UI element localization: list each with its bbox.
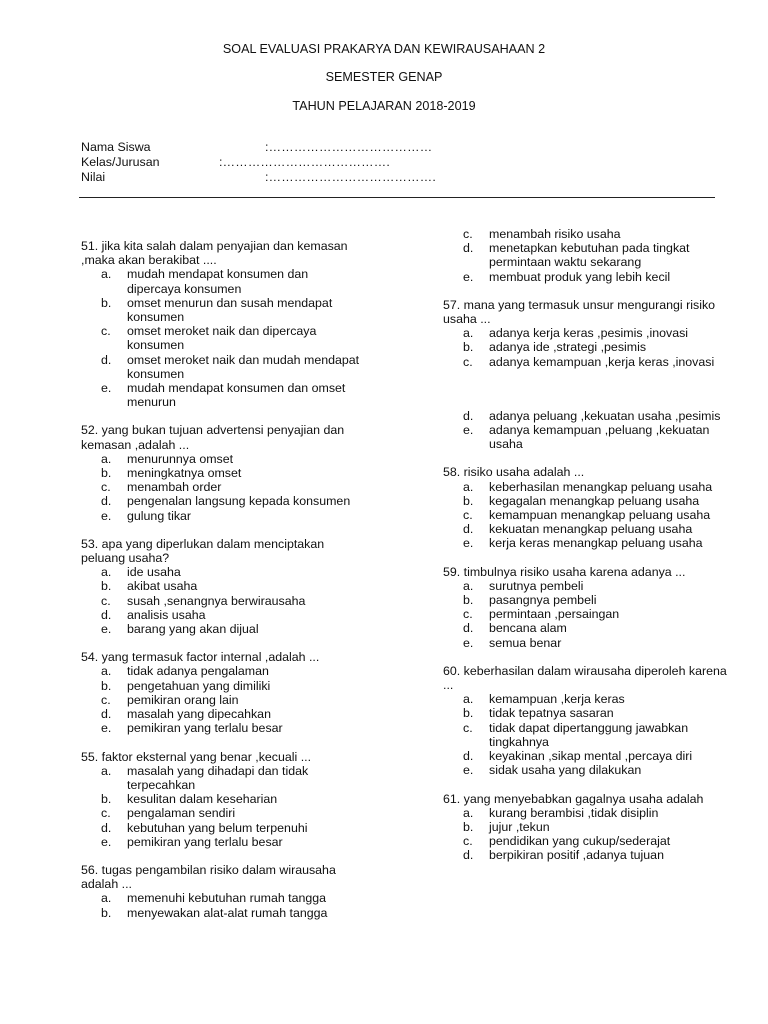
left-column [81,239,363,934]
option: e. mudah mendapat konsumen dan omset menurun [101,381,346,410]
option: d. masalah yang dipecahkan [101,707,271,722]
question-stem: 60. keberhasilan dalam wirausaha diperoleh karena ... [443,663,727,693]
question-stem: 58. risiko usaha adalah ... [443,465,585,480]
option: d. kebutuhan yang belum terpenuhi [101,820,308,835]
option: d. menetapkan kebutuhan pada tingkat permintaan waktu sekarang [463,241,690,270]
option: b. menyewakan alat-alat rumah tangga [101,905,328,920]
option: c. pengalaman sendiri [101,806,236,821]
header-divider [79,197,715,198]
option: e. sidak usaha yang dilakukan [463,763,642,778]
question-61 [443,792,728,863]
title-line-3: TAHUN PELAJARAN 2018-2019 [292,99,476,113]
option: c. adanya kemampuan ,kerja keras ,inovasi [463,354,715,369]
question-57 [443,298,728,369]
option: c. menambah risiko usaha [463,227,621,241]
option: e. kerja keras menangkap peluang usaha [463,536,703,551]
option: a. mudah mendapat konsumen dan dipercaya konsumen [101,267,309,296]
question-stem: 52. yang bukan tujuan advertensi penyajian dan kemasan ,adalah ... [81,423,345,452]
option: b. jujur ,tekun [463,819,550,834]
class-label: Kelas/Jurusan [81,155,160,169]
option: a. keberhasilan menangkap peluang usaha [463,479,713,494]
option: a. ide usaha [101,565,181,580]
question-53 [81,537,363,636]
option: c. kemampuan menangkap peluang usaha [463,508,711,523]
option: d. analisis usaha [101,607,206,622]
title-line-1: SOAL EVALUASI PRAKARYA DAN KEWIRAUSAHAAN 2 [222,42,546,56]
option: e. barang yang akan dijual [101,622,259,637]
question-57-continued [443,409,728,452]
option: b. pasangnya pembeli [463,593,597,608]
option: c. susah ,senangnya berwirausaha [101,593,306,608]
question-stem: 54. yang termasuk factor internal ,adalah ... [81,650,320,665]
option: d. berpikiran positif ,adanya tujuan [463,848,664,863]
question-stem: 55. faktor eksternal yang benar ,kecuali ... [81,749,312,764]
option: a. tidak adanya pengalaman [101,664,269,679]
question-stem: 51. jika kita salah dalam penyajian dan kemasan ,maka akan berakibat .... [81,239,348,268]
option: e. gulung tikar [101,508,192,523]
option: a. surutnya pembeli [463,578,584,593]
option: c. menambah order [101,480,222,495]
class-blank: :…………………………………. [219,155,390,169]
option: c. permintaan ,persaingan [463,607,620,622]
question-stem: 59. timbulnya risiko usaha karena adanya ... [443,564,686,579]
right-column [443,227,728,877]
option: b. adanya ide ,strategi ,pesimis [463,340,647,355]
score-blank: :…………………………………. [265,170,436,184]
option: e. semua benar [463,635,562,650]
question-56-continued [443,227,728,284]
question-56 [81,863,363,920]
question-58 [443,465,728,550]
option: c. pendidikan yang cukup/sederajat [463,834,671,849]
option: d. kekuatan menangkap peluang usaha [463,522,693,537]
option: d. keyakinan ,sikap mental ,percaya diri [463,749,693,764]
option: b. pengetahuan yang dimiliki [101,678,271,693]
option: b. akibat usaha [101,579,198,594]
option: b. kesulitan dalam keseharian [101,792,278,807]
score-label: Nilai [81,170,106,184]
student-name-label: Nama Siswa [81,140,151,154]
option: e. pemikiran yang terlalu besar [101,721,283,736]
question-54 [81,650,363,735]
option: b. meningkatnya omset [101,466,242,481]
option: d. adanya peluang ,kekuatan usaha ,pesimis [463,408,721,423]
option: e. membuat produk yang lebih kecil [463,269,671,284]
option: c. pemikiran orang lain [101,692,239,707]
option: c. tidak dapat dipertanggung jawabkan tingkahnya [463,720,689,749]
title-line-2: SEMESTER GENAP [325,70,443,84]
option: d. bencana alam [463,621,567,636]
question-55 [81,750,363,849]
option: b. omset menurun dan susah mendapat konsumen [101,295,333,325]
option: a. adanya kerja keras ,pesimis ,inovasi [463,326,689,341]
question-stem: 57. mana yang termasuk unsur mengurangi risiko usaha ... [443,297,716,327]
question-stem: 53. apa yang diperlukan dalam menciptakan peluang usaha? [81,536,325,566]
question-52 [81,423,363,522]
option: e. adanya kemampuan ,peluang ,kekuatan usaha [463,423,710,452]
question-51 [81,239,363,409]
option: d. pengenalan langsung kepada konsumen [101,494,351,509]
option: a. memenuhi kebutuhan rumah tangga [101,891,327,906]
question-stem: 61. yang menyebabkan gagalnya usaha adalah [443,791,704,806]
option: b. kegagalan menangkap peluang usaha [463,493,700,508]
option: b. tidak tepatnya sasaran [463,706,614,721]
question-stem: 56. tugas pengambilan risiko dalam wirausaha adalah ... [81,862,336,892]
question-60 [443,664,728,778]
option: e. pemikiran yang terlalu besar [101,834,283,849]
option: c. omset meroket naik dan dipercaya konsumen [101,324,317,353]
option: a. menurunnya omset [101,451,234,466]
question-59 [443,565,728,650]
option: a. kurang berambisi ,tidak disiplin [463,805,659,820]
student-name-blank: :………………………………… [265,140,433,154]
option: d. omset meroket naik dan mudah mendapat konsumen [101,352,360,381]
option: a. kemampuan ,kerja keras [463,692,625,707]
option: a. masalah yang dihadapi dan tidak terpecahkan [101,763,309,792]
